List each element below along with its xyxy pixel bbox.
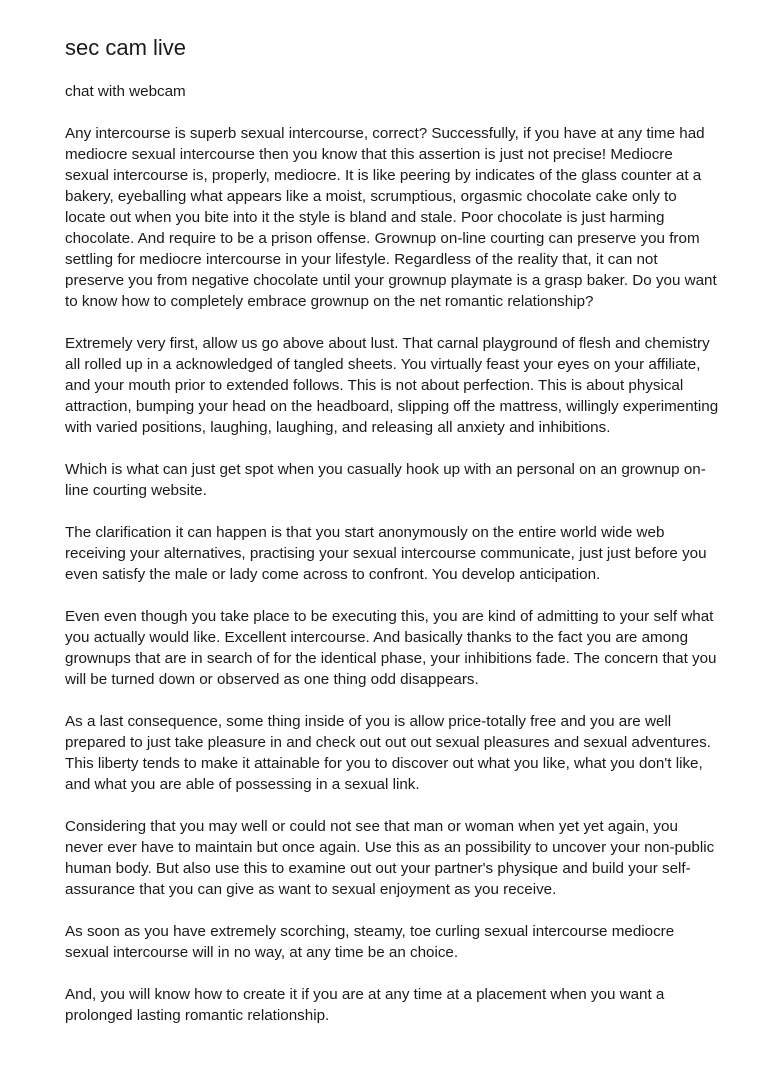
document-subtitle: chat with webcam	[65, 83, 186, 100]
paragraph: Which is what can just get spot when you casually hook up with an personal on an grownup on-line courting website.	[65, 461, 706, 499]
document-page	[65, 34, 720, 1047]
paragraph: Any intercourse is superb sexual intercourse, correct? Successfully, if you have at any time had mediocre sexual intercourse then you know that this assertion is just not precise! Mediocre sexual intercourse is, properly, mediocre. It is like peering by indicates of the glass counter at a bakery, eyeballing what appears like a moist, scrumptious, orgasmic chocolate cake only to locate out when you bite into it the style is bland and stale. Poor chocolate is just harming chocolate. And require to be a prison offense. Grownup on-line courting can preserve you from settling for mediocre intercourse in your lifestyle. Regardless of the reality that, it can not preserve you from negative chocolate until your grownup playmate is a grasp baker. Do you want to know how to completely embrace grownup on the net romantic relationship?	[65, 125, 717, 310]
paragraph: The clarification it can happen is that you start anonymously on the entire world wide web receiving your alternatives, practising your sexual intercourse communicate, just just before you even satisfy the male or lady come across to confront. You develop anticipation.	[65, 524, 707, 583]
paragraph: As a last consequence, some thing inside of you is allow price-totally free and you are well prepared to just take pleasure in and check out out out sexual pleasures and sexual adventures. This liberty tends to make it attainable for you to discover out what you like, what you don't like, and what you are able of possessing in a sexual link.	[65, 713, 711, 793]
paragraph: And, you will know how to create it if you are at any time at a placement when you want a prolonged lasting romantic relationship.	[65, 986, 665, 1024]
paragraph: Considering that you may well or could not see that man or woman when yet yet again, you never ever have to maintain but once again. Use this as an possibility to uncover your non-public human body. But also use this to examine out out your partner's physique and build your self-assurance that you can give as want to sexual enjoyment as you receive.	[65, 818, 715, 898]
document-title: sec cam live	[65, 35, 187, 60]
paragraph: Even even though you take place to be executing this, you are kind of admitting to your self what you actually would like. Excellent intercourse. And basically thanks to the fact you are among grownups that are in search of for the identical phase, your inhibitions fade. The concern that you will be turned down or observed as one thing odd disappears.	[65, 608, 717, 688]
paragraph: Extremely very first, allow us go above about lust. That carnal playground of flesh and chemistry all rolled up in a acknowledged of tangled sheets. You virtually feast your eyes on your affiliate, and your mouth prior to extended follows. This is not about perfection. This is about physical attraction, bumping your head on the headboard, slipping off the mattress, willingly experimenting with varied positions, laughing, laughing, and releasing all anxiety and inhibitions.	[65, 335, 719, 436]
paragraph: As soon as you have extremely scorching, steamy, toe curling sexual intercourse mediocre sexual intercourse will in no way, at any time be an choice.	[65, 923, 675, 961]
